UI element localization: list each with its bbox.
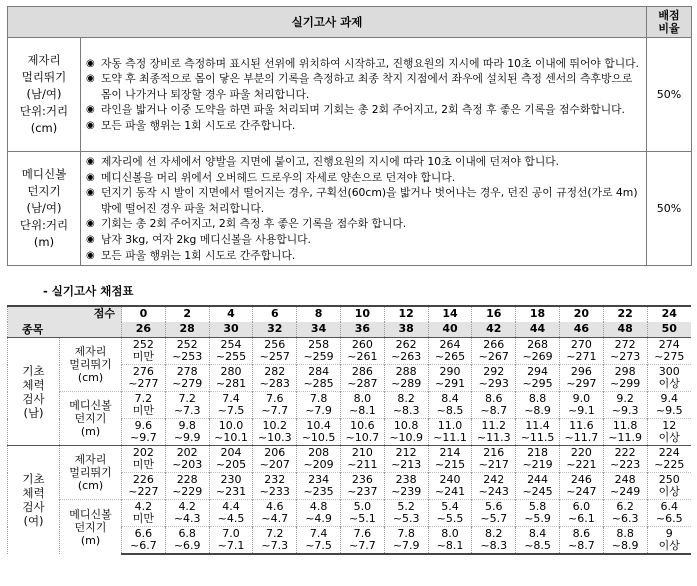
event-row-long-jump [8,38,692,152]
score-value-cell: 202 미만 [122,446,166,473]
score-value-cell: 7.4 ~7.5 [297,527,341,555]
event-label: 제자리 멀리뛰기 (남/여) 단위:거리 (cm) [8,38,81,152]
score-value-cell: 286 ~287 [340,365,384,392]
score-value-cell: 282 ~283 [253,365,297,392]
score-value-cell: 5.4 ~5.5 [428,500,472,527]
score-header-cell: 50 [647,322,691,338]
bullet-icon: ◉ [86,171,95,183]
score-value-cell: 11.8 ~11.9 [603,419,647,446]
rule-item: ◉ 메디신볼을 머리 위에서 오버헤드 드로우의 자세로 양손으로 던져야 합니다. [86,170,456,184]
score-header-cell: 12 [384,306,428,322]
score-value-cell: 274 ~275 [647,338,691,365]
bullet-icon: ◉ [86,119,95,131]
score-value-cell: 262 ~263 [384,338,428,365]
corner-event-label: 종목 [22,322,44,336]
score-data-row [8,500,692,527]
score-value-cell: 240 ~241 [428,473,472,500]
score-value-cell: 256 ~257 [253,338,297,365]
score-value-cell: 244 ~245 [516,473,560,500]
score-value-cell: 234 ~235 [297,473,341,500]
score-header-cell: 44 [516,322,560,338]
score-value-cell: 8.8 ~8.9 [603,527,647,555]
score-value-cell: 288 ~289 [384,365,428,392]
score-value-cell: 10.6 ~10.7 [340,419,384,446]
score-value-cell: 204 ~205 [209,446,253,473]
score-value-cell: 5.2 ~5.3 [384,500,428,527]
score-value-cell: 8.4 ~8.5 [516,527,560,555]
score-value-cell: 264 ~265 [428,338,472,365]
score-header-cell: 36 [340,322,384,338]
score-value-cell: 250 이상 [647,473,691,500]
score-value-cell: 5.6 ~5.7 [472,500,516,527]
rule-item: ◉ 남자 3kg, 여자 2kg 메디신볼을 사용합니다. [86,232,311,246]
score-value-cell: 8.6 ~8.7 [472,392,516,419]
score-category-cell: 기초 체력 검사 (남) [8,338,60,446]
rule-item: ◉ 라인을 밟거나 이중 도약을 하면 파울 처리되며 기회는 총 2회 주어지고, 2회 측정 후 좋은 기록을 점수화합니다. [86,103,625,117]
score-value-cell: 220 ~221 [559,446,603,473]
score-value-cell: 208 ~209 [297,446,341,473]
score-value-cell: 7.0 ~7.1 [209,527,253,555]
score-value-cell: 9 이상 [647,527,691,555]
score-header-cell: 0 [122,306,166,322]
score-value-cell: 230 ~231 [209,473,253,500]
score-value-cell: 238 ~239 [384,473,428,500]
corner-score-label: 점수 [93,307,115,320]
score-header-cell: 38 [384,322,428,338]
score-value-cell: 10.8 ~10.9 [384,419,428,446]
score-value-cell: 7.2 ~7.3 [165,392,209,419]
score-value-cell: 254 ~255 [209,338,253,365]
bullet-icon: ◉ [86,104,95,116]
score-header-cell: 30 [209,322,253,338]
rule-item: ◉ 모든 파울 행위는 1회 시도로 간주합니다. [86,248,296,262]
score-value-cell: 5.8 ~5.9 [516,500,560,527]
exam-task-header-row [8,7,692,38]
score-value-cell: 6.6 ~6.7 [122,527,166,555]
rule-item: ◉ 도약 후 최종적으로 몸이 닿은 부분의 기록을 측정하고 최종 착지 지점에서 좌우에 설치된 측정 센서의 측후방으로 몸이 나가거나 퇴장할 경우 파울 처리합니다. [86,72,633,101]
score-value-cell: 11.4 ~11.5 [516,419,560,446]
score-header-cell: 8 [297,306,341,322]
score-value-cell: 7.8 ~7.9 [297,392,341,419]
score-header-cell: 20 [559,306,603,322]
score-value-cell: 228 ~229 [165,473,209,500]
score-value-cell: 4.2 미만 [122,500,166,527]
score-value-cell: 252 미만 [122,338,166,365]
score-header-cell: 42 [472,322,516,338]
score-value-cell: 226 ~227 [122,473,166,500]
score-data-row [8,446,692,473]
score-header-cell: 10 [340,306,384,322]
score-value-cell: 280 ~281 [209,365,253,392]
score-value-cell: 12 이상 [647,419,691,446]
score-header-cell: 26 [122,322,166,338]
score-header-cell: 40 [428,322,472,338]
score-header-cell: 28 [165,322,209,338]
score-header-cell: 18 [516,306,560,322]
score-value-cell: 7.6 ~7.7 [253,392,297,419]
event-label: 메디신볼 던지기 (남/여) 단위:거리 (m) [8,152,81,266]
score-value-cell: 8.4 ~8.5 [428,392,472,419]
score-value-cell: 202 ~203 [165,446,209,473]
score-value-cell: 300 이상 [647,365,691,392]
score-value-cell: 242 ~243 [472,473,516,500]
score-header-cell: 48 [603,322,647,338]
bullet-icon: ◉ [86,249,95,261]
score-value-cell: 248 ~249 [603,473,647,500]
score-header-cell: 4 [209,306,253,322]
score-value-cell: 214 ~215 [428,446,472,473]
score-corner-cell [8,306,122,338]
score-data-row [8,392,692,419]
score-value-cell: 11.6 ~11.7 [559,419,603,446]
score-value-cell: 8.6 ~8.7 [559,527,603,555]
score-value-cell: 278 ~279 [165,365,209,392]
score-header-cell: 22 [603,306,647,322]
bullet-icon: ◉ [86,233,95,245]
score-value-cell: 7.4 ~7.5 [209,392,253,419]
score-value-cell: 10.4 ~10.5 [297,419,341,446]
score-value-cell: 4.2 ~4.3 [165,500,209,527]
score-value-cell: 7.2 미만 [122,392,166,419]
score-value-cell: 7.8 ~7.9 [384,527,428,555]
header-ratio: 배점 비율 [647,7,692,38]
score-value-cell: 11.0 ~11.1 [428,419,472,446]
score-event-cell: 메디신볼 던지기 (m) [60,392,122,446]
event-rules [81,38,647,152]
score-value-cell: 218 ~219 [516,446,560,473]
score-value-cell: 6.2 ~6.3 [603,500,647,527]
score-table-title: - 실기고사 채점표 [43,284,134,298]
score-value-cell: 9.4 ~9.5 [647,392,691,419]
exam-task-table [7,6,692,266]
score-value-cell: 246 ~247 [559,473,603,500]
score-value-cell: 7.6 ~7.7 [340,527,384,555]
score-header-cell: 14 [428,306,472,322]
score-value-cell: 206 ~207 [253,446,297,473]
score-value-cell: 8.0 ~8.1 [428,527,472,555]
score-value-cell: 5.0 ~5.1 [340,500,384,527]
event-row-medicine-ball [8,152,692,266]
score-value-cell: 270 ~271 [559,338,603,365]
score-value-cell: 272 ~273 [603,338,647,365]
score-value-cell: 4.6 ~4.7 [253,500,297,527]
score-category-cell: 기초 체력 검사 (여) [8,446,60,555]
score-value-cell: 7.2 ~7.3 [253,527,297,555]
bullet-icon: ◉ [86,187,95,199]
score-header-cell: 46 [559,322,603,338]
score-value-cell: 276 ~277 [122,365,166,392]
event-ratio: 50% [647,38,692,152]
score-value-cell: 236 ~237 [340,473,384,500]
score-header-cell: 34 [297,322,341,338]
score-header-cell: 24 [647,306,691,322]
score-value-cell: 9.2 ~9.3 [603,392,647,419]
score-value-cell: 232 ~233 [253,473,297,500]
score-value-cell: 266 ~267 [472,338,516,365]
event-rules [81,152,647,266]
score-value-cell: 9.0 ~9.1 [559,392,603,419]
score-header-cell: 32 [253,322,297,338]
score-value-cell: 212 ~213 [384,446,428,473]
score-header-cell: 2 [165,306,209,322]
score-value-cell: 260 ~261 [340,338,384,365]
score-value-cell: 8.2 ~8.3 [384,392,428,419]
score-value-cell: 290 ~291 [428,365,472,392]
score-value-cell: 11.2 ~11.3 [472,419,516,446]
score-value-cell: 258 ~259 [297,338,341,365]
score-event-cell: 제자리 멀리뛰기 (cm) [60,338,122,392]
score-value-cell: 6.4 ~6.5 [647,500,691,527]
score-value-cell: 8.2 ~8.3 [472,527,516,555]
rule-item: ◉ 기회는 총 2회 주어지고, 2회 측정 후 좋은 기록을 점수화 합니다. [86,217,407,231]
bullet-icon: ◉ [86,57,95,69]
score-value-cell: 298 ~299 [603,365,647,392]
score-value-cell: 252 ~253 [165,338,209,365]
score-value-cell: 8.0 ~8.1 [340,392,384,419]
score-value-cell: 210 ~211 [340,446,384,473]
score-table [7,305,691,555]
score-value-cell: 10.0 ~10.1 [209,419,253,446]
rule-item: ◉ 자동 측정 장비로 측정하며 표시된 선위에 위치하여 시작하고, 진행요원의 지시에 따라 10초 이내에 뛰어야 합니다. [86,56,639,70]
score-value-cell: 224 ~225 [647,446,691,473]
bullet-icon: ◉ [86,73,95,85]
score-value-cell: 222 ~223 [603,446,647,473]
score-header-cell: 6 [253,306,297,322]
bullet-icon: ◉ [86,218,95,230]
rule-item: ◉ 모든 파울 행위는 1회 시도로 간주합니다. [86,118,296,132]
score-event-cell: 제자리 멀리뛰기 (cm) [60,446,122,500]
score-data-row [8,338,692,365]
header-task: 실기고사 과제 [8,7,647,38]
score-value-cell: 8.8 ~8.9 [516,392,560,419]
score-value-cell: 10.2 ~10.3 [253,419,297,446]
score-event-cell: 메디신볼 던지기 (m) [60,500,122,555]
score-value-cell: 294 ~295 [516,365,560,392]
score-value-cell: 9.6 ~9.7 [122,419,166,446]
score-value-cell: 4.4 ~4.5 [209,500,253,527]
score-value-cell: 6.0 ~6.1 [559,500,603,527]
rule-item: ◉ 던지기 동작 시 발이 지면에서 떨어지는 경우, 구획선(60cm)을 밟거나 벗어나는 경우, 던진 공이 규정선(가로 4m) 밖에 떨어진 경우 파울 처리합니다. [86,186,638,215]
score-value-cell: 4.8 ~4.9 [297,500,341,527]
score-value-cell: 216 ~217 [472,446,516,473]
score-value-cell: 268 ~269 [516,338,560,365]
score-header-row-1 [8,306,692,322]
score-value-cell: 296 ~297 [559,365,603,392]
score-value-cell: 292 ~293 [472,365,516,392]
score-value-cell: 6.8 ~6.9 [165,527,209,555]
bullet-icon: ◉ [86,156,95,167]
score-header-cell: 16 [472,306,516,322]
score-value-cell: 284 ~285 [297,365,341,392]
rule-item: ◉ 제자리에 선 자세에서 양발을 지면에 붙이고, 진행요원의 지시에 따라 10초 이내에 던져야 합니다. [86,155,560,168]
event-ratio: 50% [647,152,692,266]
score-value-cell: 9.8 ~9.9 [165,419,209,446]
